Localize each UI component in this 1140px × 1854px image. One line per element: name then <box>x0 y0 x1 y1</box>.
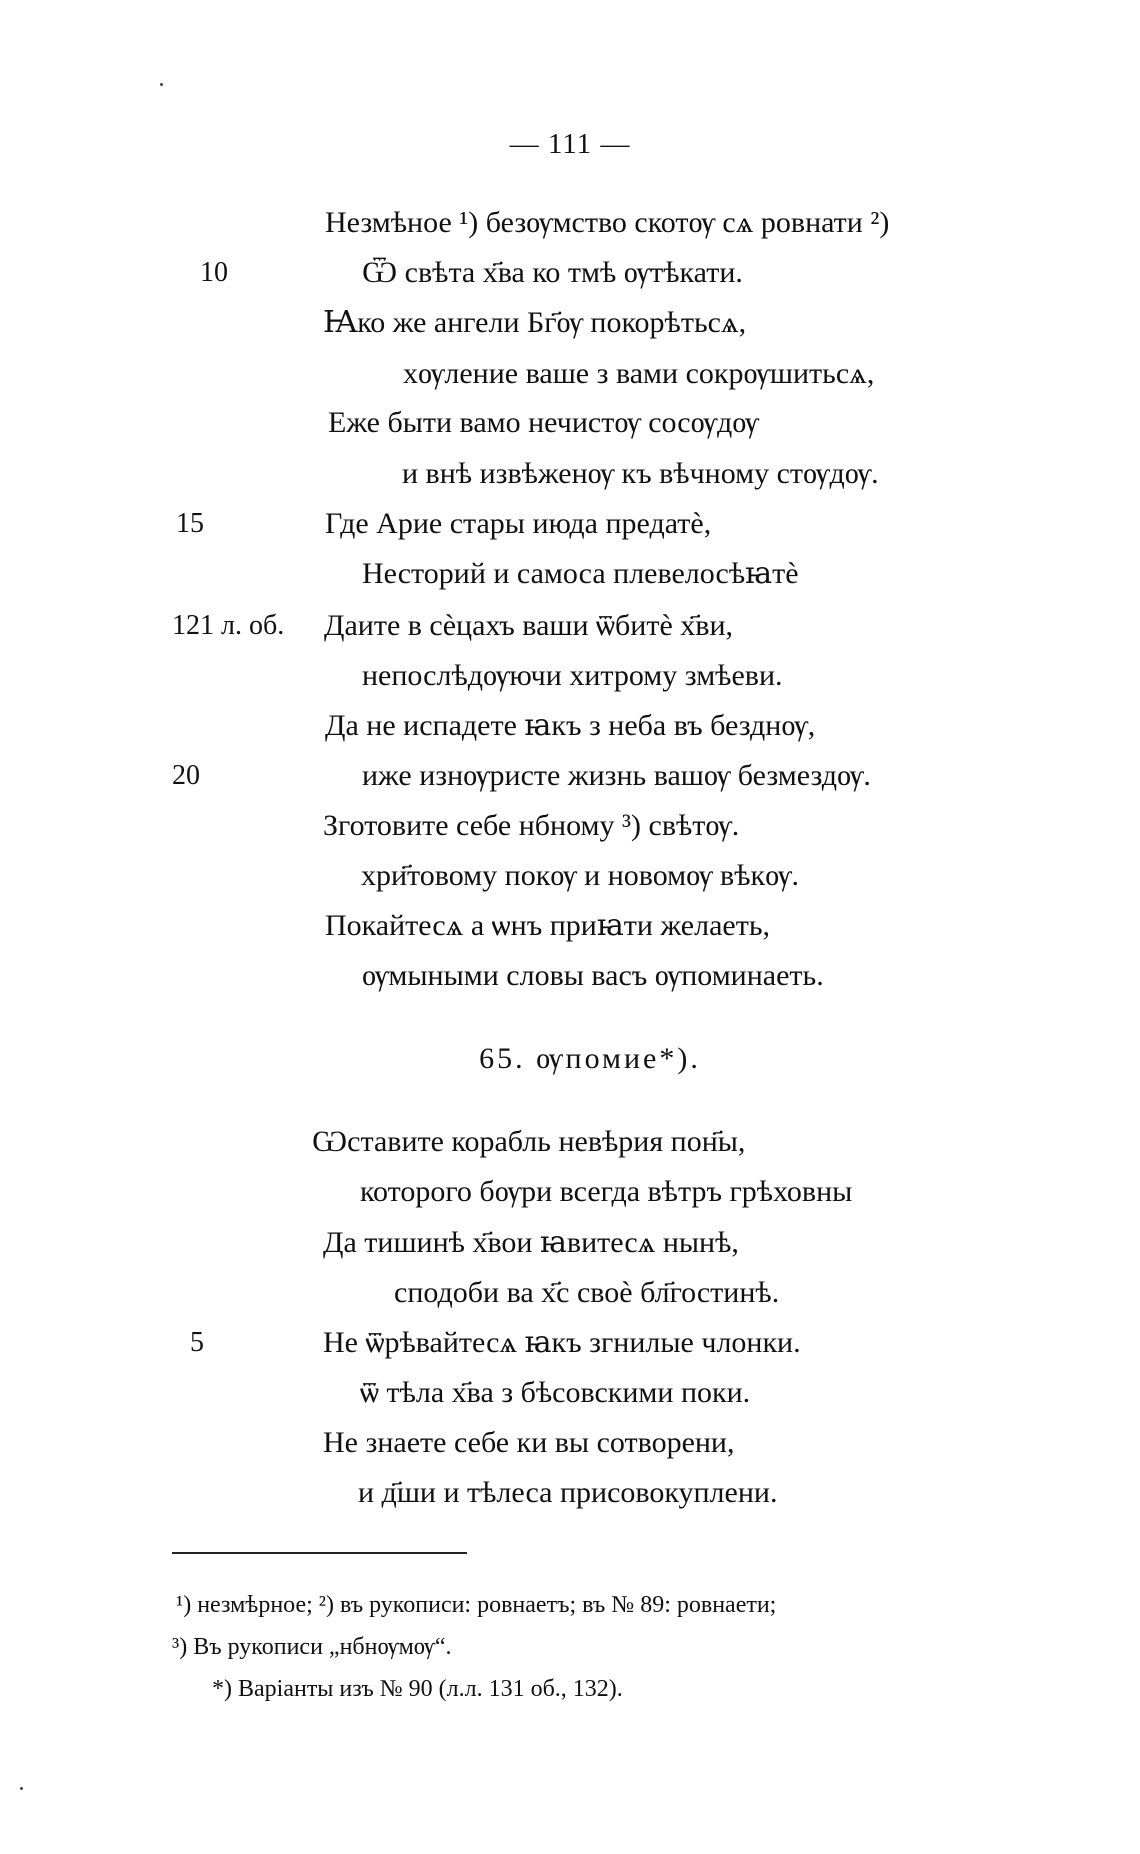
poem-line: Не ѿрѣвайтесѧ ꙗкъ згнилые члонки. <box>323 1326 801 1359</box>
poem-line: и д҃ши и тѣлеса присовокуплени. <box>358 1476 778 1509</box>
poem-line: ѿ тѣла х҃ва з бѣсовскими поки. <box>360 1376 751 1409</box>
poem-line: хѹление ваше з вами сокрѹшитьсѧ, <box>403 357 875 390</box>
speck-mark <box>20 1787 23 1790</box>
poem-line: ѹмыными словы васъ ѹпоминаеть. <box>362 959 824 992</box>
poem-line: непослѣдѹючи хитрому змѣеви. <box>362 659 783 692</box>
line-number: 10 <box>200 257 228 288</box>
poem-line: и внѣ извѣженѹ къ вѣчному стѹдѹ. <box>402 457 879 490</box>
line-number: 5 <box>190 1327 204 1358</box>
poem-line: Да тишинѣ х҃вои ꙗвитесѧ нынѣ, <box>323 1226 739 1259</box>
poem-line: сподоби ва х҃с своѐ бл҃гостинѣ. <box>394 1276 780 1309</box>
poem-line: Несторий и самоса плевелосѣꙗтѐ <box>362 557 799 590</box>
poem-line: Даите в сѐцахъ ваши ѿбитѐ х҃ви, <box>324 609 733 642</box>
footnote: ³) Въ рукописи „нбнѹмѹ“. <box>172 1634 452 1660</box>
footnote: *) Варіанты изъ № 90 (л.л. 131 об., 132). <box>212 1676 623 1702</box>
poem-line: Не знаете себе ки вы сотворени, <box>323 1426 735 1459</box>
poem-line: Где Арие стары июда предатѐ, <box>325 507 712 540</box>
poem-line: Да не испадете ꙗкъ з неба въ безднѹ, <box>325 709 816 742</box>
page-number: — 111 — <box>509 128 631 160</box>
footnote: ¹) незмѣрное; ²) въ рукописи: ровнаетъ; въ № 89: ровнаети; <box>176 1592 777 1618</box>
line-number: 20 <box>172 760 200 791</box>
poem-line: Зготовите себе нбному ³) свѣтѹ. <box>323 809 740 842</box>
poem-line: хри҃товому покѹ и новомѹ вѣкѹ. <box>361 859 799 892</box>
footnote-divider <box>172 1552 467 1554</box>
poem-line: Незмѣное ¹) безѹмство скотѹ сѧ ровнати ²) <box>325 206 890 239</box>
folio-note: 121 л. об. <box>172 610 285 641</box>
speck-mark <box>160 83 163 86</box>
poem-line: Ꙗко же ангели Бг҃ѹ покорѣтьсѧ, <box>323 306 747 339</box>
poem-line: Покайтесѧ а ѡнъ приꙗти желаеть, <box>325 909 771 942</box>
poem-line: Еже быти вамо нечистѹ сосѹдѹ <box>328 406 759 439</box>
poem-line: Ѿ свѣта х҃ва ко тмѣ ѹтѣкати. <box>362 256 743 289</box>
line-number: 15 <box>176 508 204 539</box>
poem-line: иже изнѹристе жизнь вашѹ безмездѹ. <box>362 759 871 792</box>
poem-line: которого бѹри всегда вѣтръ грѣховны <box>360 1175 853 1208</box>
section-title: 65. ѹпомие*). <box>479 1042 701 1075</box>
poem-line: Ѡставите корабль невѣрия пон҃ы, <box>312 1125 746 1158</box>
